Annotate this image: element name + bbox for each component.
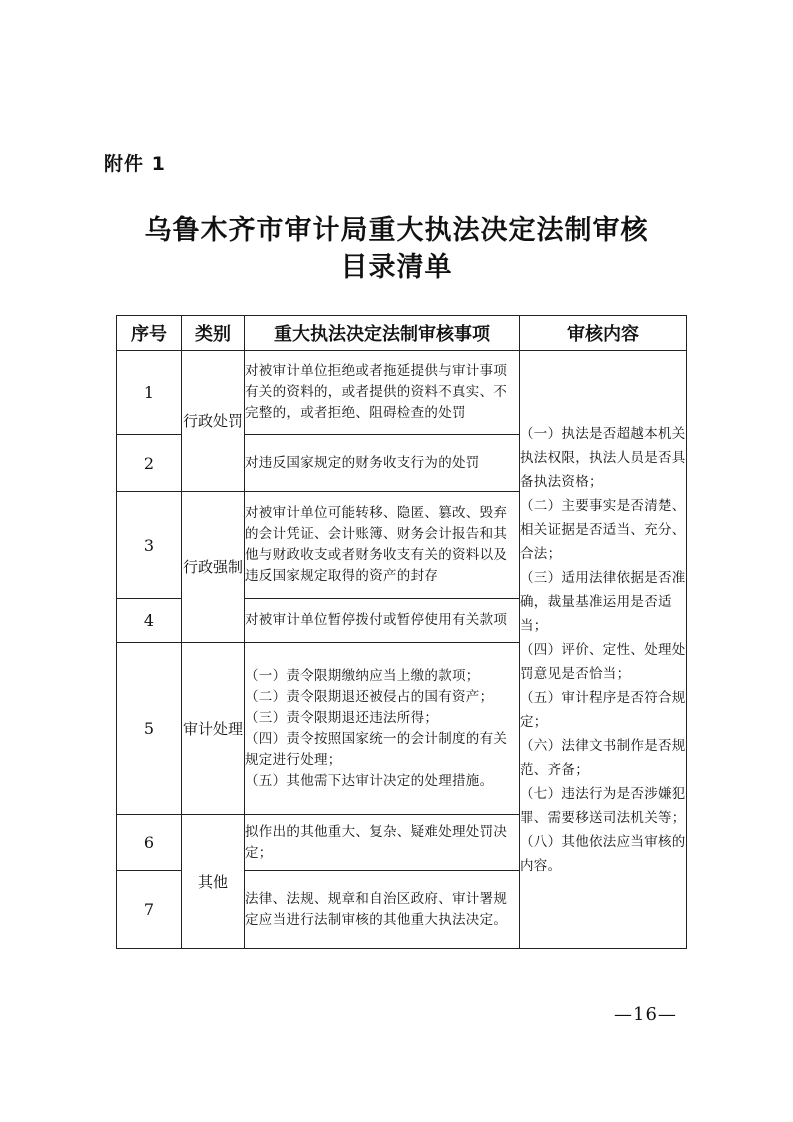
header-review-content: 审核内容 <box>520 316 687 351</box>
attachment-label: 附件 1 <box>104 153 166 175</box>
item-text: （四）责令按照国家统一的会计制度的有关规定进行处理； <box>245 730 508 768</box>
review-point: （五）审计程序是否符合规定； <box>520 689 686 730</box>
review-point: （二）主要事实是否清楚、相关证据是否适当、充分、合法； <box>520 497 686 562</box>
row-seq: 6 <box>117 815 182 871</box>
item-text: （三）责令限期退还违法所得； <box>245 709 439 726</box>
document-title: 乌鲁木齐市审计局重大执法决定法制审核 <box>144 215 649 246</box>
category-cell: 行政处罚 <box>182 351 245 492</box>
item-text: 对被审计单位暂停拨付或暂停使用有关款项 <box>245 612 508 628</box>
row-seq: 2 <box>117 435 182 492</box>
item-cell <box>245 599 520 643</box>
review-content-cell <box>520 351 687 949</box>
review-point: （六）法律文书制作是否规范、齐备； <box>520 737 686 778</box>
table-row <box>117 351 687 435</box>
item-text: 法律、法规、规章和自治区政府、审计署规定应当进行法制审核的其他重大执法决定。 <box>245 890 508 928</box>
header-category: 类别 <box>182 316 245 351</box>
item-text: （二）责令限期退还被侵占的国有资产； <box>245 688 494 705</box>
row-seq: 5 <box>117 643 182 815</box>
item-cell <box>245 351 520 435</box>
header-seq: 序号 <box>117 316 182 351</box>
item-text: （一）责令限期缴纳应当上缴的款项； <box>245 667 480 684</box>
row-seq: 1 <box>117 351 182 435</box>
item-text: 拟作出的其他重大、复杂、疑难处理处罚决定； <box>245 823 508 861</box>
document-title-line2: 目录清单 <box>340 252 453 283</box>
review-point: （八）其他依法应当审核的内容。 <box>520 833 686 874</box>
review-point: （四）评价、定性、处理处罚意见是否恰当； <box>520 641 686 682</box>
page-number: —16— <box>614 1004 677 1025</box>
item-text: 对违反国家规定的财务收支行为的处罚 <box>245 454 480 471</box>
item-cell <box>245 871 520 949</box>
row-seq: 4 <box>117 599 182 643</box>
category-cell: 审计处理 <box>182 643 245 815</box>
item-text: 对被审计单位可能转移、隐匿、篡改、毁弃的会计凭证、会计账簿、财务会计报告和其他与财政收支或者财务收支有关的资料以及违反国家规定取得的资产的封存 <box>245 505 508 584</box>
review-table <box>116 315 687 949</box>
row-seq: 7 <box>117 871 182 949</box>
category-cell: 行政强制 <box>182 492 245 643</box>
item-text: 对被审计单位拒绝或者拖延提供与审计事项有关的资料的，或者提供的资料不真实、不完整的，或者拒绝、阻碍检查的处罚 <box>245 363 508 421</box>
review-point: （一）执法是否超越本机关执法权限，执法人员是否具备执法资格； <box>520 425 686 490</box>
row-seq: 3 <box>117 492 182 599</box>
category-cell: 其他 <box>182 815 245 949</box>
item-cell <box>245 815 520 871</box>
item-cell <box>245 492 520 599</box>
item-cell <box>245 435 520 492</box>
review-point: （三）适用法律依据是否准确，裁量基准运用是否适当； <box>520 569 686 634</box>
item-text: （五）其他需下达审计决定的处理措施。 <box>245 772 494 789</box>
item-cell <box>245 643 520 815</box>
table-header-row <box>117 316 687 351</box>
header-item: 重大执法决定法制审核事项 <box>245 316 520 351</box>
review-point: （七）违法行为是否涉嫌犯罪、需要移送司法机关等； <box>520 785 686 826</box>
